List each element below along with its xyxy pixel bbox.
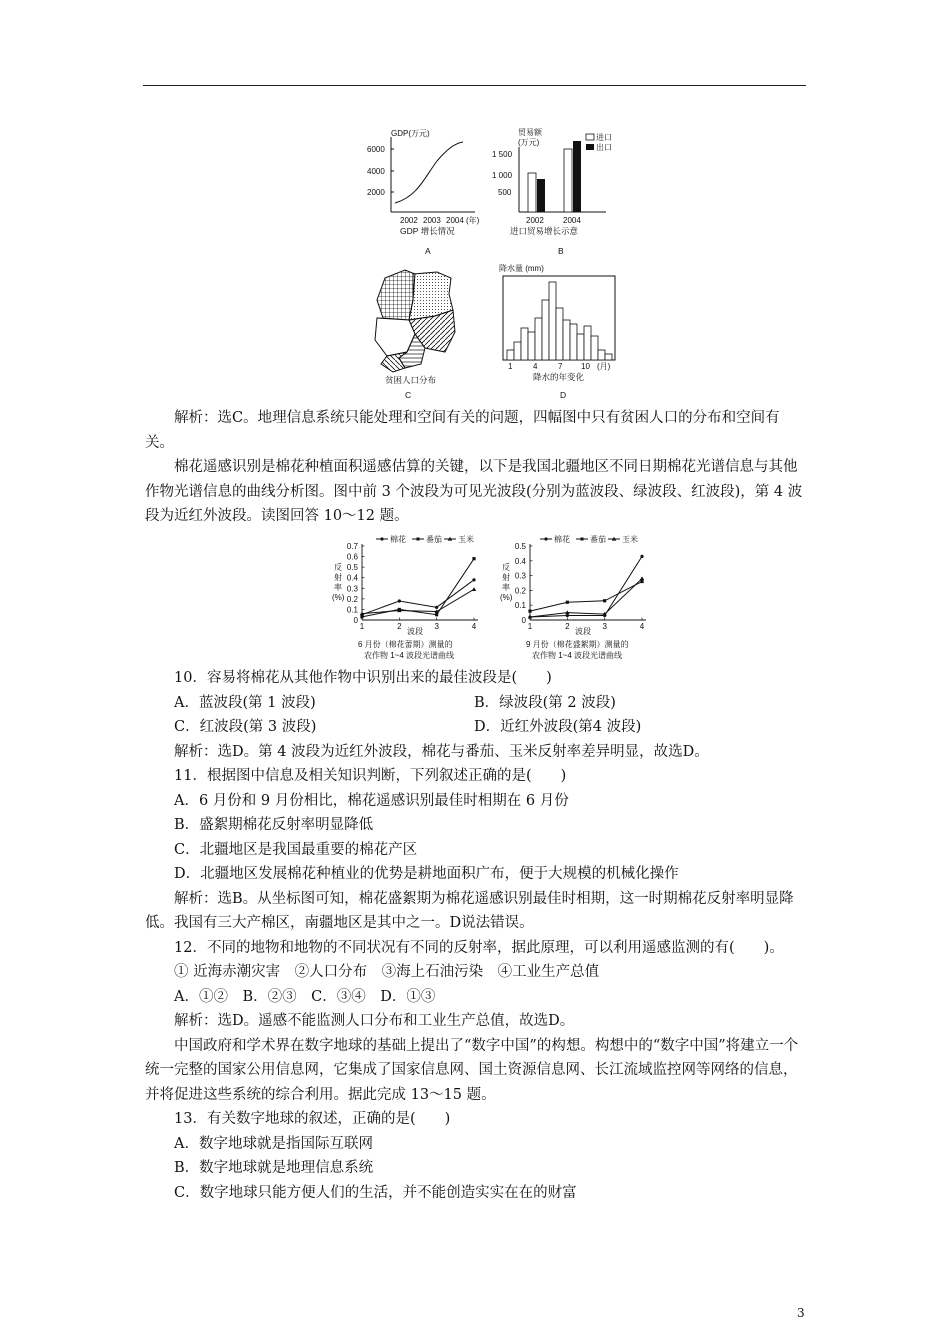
chart-right-legend (540, 534, 638, 544)
point-cotton (566, 614, 569, 617)
fig-a-ytick: 2000 (367, 188, 385, 197)
y-tick-label: 0.7 (346, 542, 358, 551)
fig-d-caption: 降水的年变化 (533, 372, 585, 382)
fig-d-xtick: 4 (533, 362, 538, 371)
q10-option-b: B．绿波段(第 2 波段) (474, 694, 616, 711)
fig-a-xtick: 2004 (446, 216, 464, 225)
point-tomato (472, 557, 475, 560)
point-tomato (603, 599, 606, 602)
fig-a-letter: A (425, 246, 431, 256)
fig-b-ylabel-unit: (万元) (518, 138, 540, 147)
digital-china-intro: 中国政府和学术界在数字地球的基础上提出了“数字中国”的构想。构想中的“数字中国”将建立一个统一完整的国家公用信息网，它集成了国家信息网、国土资源信息网、长江流域监控网等网络的信息，并将促进这些系统的综合利用。据此完成 13～15 题。 (145, 1037, 799, 1103)
fig-b-xtick: 2004 (563, 216, 581, 225)
x-tick-label: 1 (527, 622, 533, 631)
q10-option-a: A．蓝波段(第 1 波段) (174, 694, 316, 711)
chart-right-ylabel: 反 (502, 563, 510, 572)
point-cotton (435, 606, 438, 609)
y-tick-label: 0.1 (346, 605, 358, 615)
fig-d-letter: D (560, 390, 567, 400)
q11-option-c: C．北疆地区是我国最重要的棉花产区 (174, 841, 418, 858)
question-10: 10．容易将棉花从其他作物中识别出来的最佳波段是( ) (174, 670, 552, 686)
chart-right-ylabel: 射 (502, 573, 510, 582)
fig-a-ytick: 6000 (367, 145, 385, 154)
fig-d-xtick: 7 (558, 362, 563, 371)
point-cotton (398, 599, 401, 602)
question-12: 12．不同的地物和地物的不同状况有不同的反射率，据此原理，可以利用遥感监测的有( )。 (174, 939, 784, 956)
point-tomato (528, 610, 531, 613)
q12-items: ① 近海赤潮灾害 ②人口分布 ③海上石油污染 ④工业生产总值 (174, 964, 600, 980)
q12-analysis: 解析：选D。遥感不能监测人口分布和工业生产总值，故选D。 (174, 1013, 575, 1029)
fig-d-xtick: 1 (508, 362, 513, 371)
bar-2002-import (528, 173, 536, 212)
legend-corn: 玉米 (458, 535, 474, 544)
fig-b-legend-export: 出口 (596, 143, 612, 152)
fig-b-ytick: 1 500 (492, 150, 513, 159)
x-tick-label: 4 (471, 622, 477, 631)
chart-right-ylabel: (%) (500, 593, 513, 602)
figure-c-poverty-map (365, 260, 475, 400)
chart-left-ylabel: 反 (334, 563, 342, 572)
chart-right-xlabel: 波段 (575, 627, 591, 636)
legend-tomato: 番茄 (590, 535, 606, 544)
fig-a-caption: GDP 增长情况 (400, 226, 455, 236)
series-line-2 (530, 579, 642, 617)
fig-c-letter: C (405, 390, 412, 400)
fig-a-xtick: 2003 (423, 216, 441, 225)
series-line-2 (362, 589, 474, 613)
y-tick-label: 0.4 (346, 573, 358, 583)
point-tomato (435, 613, 438, 616)
bar-2004-export (573, 141, 581, 212)
legend-corn: 玉米 (622, 535, 638, 544)
q10-option-d: D．近红外波段(第4 波段) (474, 719, 642, 735)
chart-right-ylabel: 率 (502, 583, 510, 592)
fig-b-ytick: 1 000 (492, 171, 513, 180)
question-10-options-row1 (145, 691, 807, 716)
question-13: 13．有关数字地球的叙述，正确的是( ) (174, 1111, 451, 1127)
legend-cotton: 棉花 (554, 535, 570, 544)
legend-cotton: 棉花 (390, 535, 406, 544)
series-line-0 (362, 580, 474, 615)
q11-option-a: A．6 月份和 9 月份相比，棉花遥感识别最佳时相期在 6 月份 (174, 792, 569, 809)
q13-option-b: B．数字地球就是地理信息系统 (174, 1160, 374, 1176)
analysis-9: 解析：选C。地理信息系统只能处理和空间有关的问题，四幅图中只有贫困人口的分布和空间有关。 (145, 410, 780, 451)
questions-block (145, 666, 807, 1205)
y-tick-label: 0.3 (514, 571, 526, 581)
fig-b-ytick: 500 (498, 188, 512, 197)
fig-d-xunit: (月) (597, 362, 611, 371)
chart-left-ylabel: (%) (332, 593, 345, 602)
fig-a-ytick: 4000 (367, 167, 385, 176)
fig-b-letter: B (558, 246, 564, 256)
q11-option-b: B．盛絮期棉花反射率明显降低 (174, 817, 374, 833)
x-tick-label: 1 (359, 622, 365, 631)
spectral-chart-september (500, 530, 660, 665)
q11-analysis: 解析：选B。从坐标图可知，棉花盛絮期为棉花遥感识别最佳时相期，这一时期棉花反射率明显降低。我国有三大产棉区，南疆地区是其中之一。D说法错误。 (145, 890, 794, 931)
chart-left-caption: 农作物 1~4 波段光谱曲线 (364, 651, 455, 660)
x-tick-label: 2 (565, 622, 570, 631)
y-tick-label: 0 (353, 616, 358, 625)
chart-right-caption: 农作物 1~4 波段光谱曲线 (532, 651, 623, 660)
chart-left-legend (376, 534, 474, 544)
point-tomato (566, 601, 569, 604)
chart-left-xlabel: 波段 (407, 627, 423, 636)
figure-a-gdp (355, 125, 490, 260)
x-tick-label: 2 (397, 622, 402, 631)
q13-option-a: A．数字地球就是指国际互联网 (174, 1135, 373, 1152)
series-line-0 (530, 556, 642, 617)
fig-a-xtick: 2002 (400, 216, 418, 225)
y-tick-label: 0.3 (346, 584, 358, 594)
fig-b-caption: 进口贸易增长示意 (510, 226, 579, 236)
q11-option-d: D．北疆地区发展棉花种植业的优势是耕地面积广布，便于大规模的机械化操作 (174, 866, 679, 882)
fig-a-xunit: (年) (466, 216, 480, 225)
header-rule (143, 85, 806, 86)
y-tick-label: 0.1 (514, 601, 526, 611)
cotton-intro: 棉花遥感识别是棉花种植面积遥感估算的关键，以下是我国北疆地区不同日期棉花光谱信息与其他作物光谱信息的曲线分析图。图中前 3 个波段为可见光波段(分别为蓝波段、绿波段、红波段)，第 4 波段为近红外波段。读图回答 10～12 题。 (145, 459, 803, 524)
q10-analysis: 解析：选D。第 4 波段为近红外波段，棉花与番茄、玉米反射率差异明显，故选D。 (174, 743, 709, 760)
fig-c-caption: 贫困人口分布 (385, 375, 437, 385)
chart-left-caption: 6 月份（棉花蕾期）测量的 (358, 640, 453, 649)
y-tick-label: 0.2 (514, 586, 526, 596)
point-tomato (360, 615, 363, 618)
point-tomato (640, 580, 643, 583)
figure-b-trade (488, 125, 628, 260)
page-number: 3 (797, 1306, 805, 1320)
question-10-options-row2 (145, 715, 807, 740)
x-tick-label: 4 (639, 622, 645, 631)
figure-d-precipitation (495, 262, 635, 402)
y-tick-label: 0.4 (514, 556, 526, 566)
chart-right-caption: 9 月份（棉花盛絮期）测量的 (526, 640, 629, 649)
bar-2004-import (564, 149, 572, 212)
fig-b-legend-import: 进口 (596, 133, 612, 142)
fig-b-ylabel: 贸易额 (518, 128, 542, 137)
series-line-1 (530, 582, 642, 612)
x-tick-label: 3 (434, 622, 439, 631)
chart-left-ylabel: 率 (334, 583, 342, 592)
y-tick-label: 0.6 (346, 552, 358, 562)
q13-option-c: C．数字地球只能方便人们的生活，并不能创造实实在在的财富 (174, 1184, 577, 1201)
x-tick-label: 3 (602, 622, 607, 631)
analysis-block-1 (145, 406, 807, 529)
q10-option-c: C．红波段(第 3 波段) (174, 719, 317, 735)
point-corn (472, 587, 476, 591)
point-corn (640, 576, 644, 580)
question-11: 11．根据图中信息及相关知识判断，下列叙述正确的是( ) (174, 768, 567, 784)
fig-d-xtick: 10 (581, 362, 590, 371)
y-tick-label: 0.5 (514, 542, 526, 551)
chart-left-ylabel: 射 (334, 573, 342, 582)
y-tick-label: 0.2 (346, 594, 358, 604)
fig-a-ylabel: GDP(万元) (391, 129, 430, 138)
legend-tomato: 番茄 (426, 535, 442, 544)
fig-d-ylabel: 降水量 (mm) (499, 264, 544, 273)
point-cotton (472, 578, 475, 581)
bar-2002-export (537, 179, 545, 212)
spectral-chart-june (332, 530, 492, 665)
point-cotton (640, 555, 643, 558)
fig-b-xtick: 2002 (526, 216, 544, 225)
y-tick-label: 0.5 (346, 563, 358, 573)
q12-options: A．①② B．②③ C．③④ D．①③ (174, 988, 436, 1005)
y-tick-label: 0 (521, 616, 526, 625)
